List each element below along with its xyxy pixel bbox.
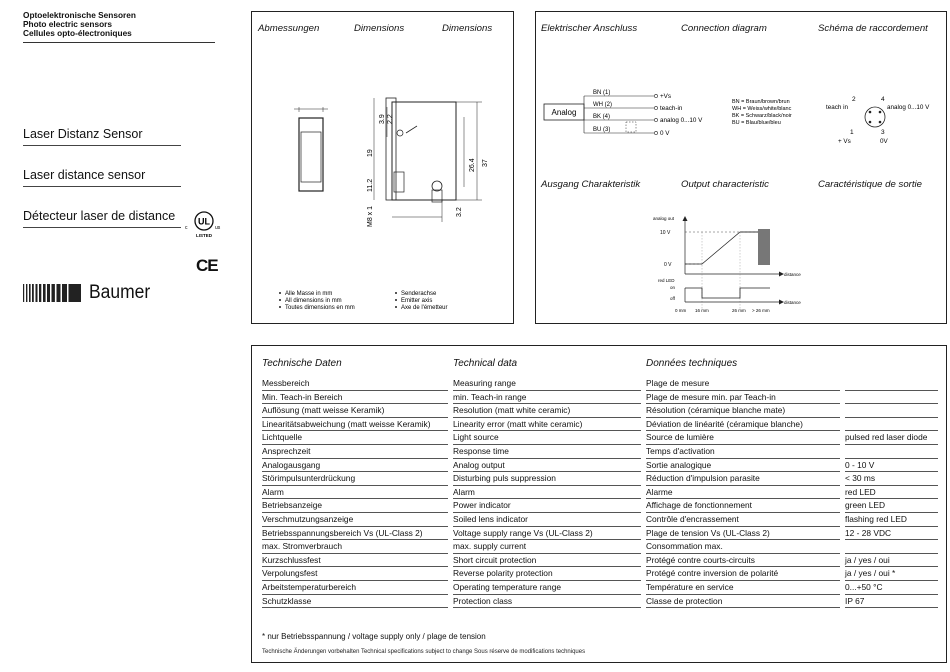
table-row	[262, 391, 938, 405]
table-row	[262, 404, 938, 418]
tech-table	[262, 377, 938, 608]
dim-26-4: 26.4	[469, 158, 476, 172]
cell-en: max. supply current	[453, 540, 641, 554]
connection-panel	[535, 11, 947, 324]
pin-label-0v: 0V	[880, 138, 888, 145]
company-line-fr: Cellules opto-électroniques	[23, 28, 132, 38]
legend-all-dims-fr: Toutes dimensions en mm	[285, 305, 355, 311]
dimensions-panel	[251, 11, 514, 324]
company-line-de: Optoelektronische Sensoren	[23, 10, 136, 20]
wire-bk: BK (4)	[593, 114, 611, 120]
cell-en: Disturbing puls suppression	[453, 472, 641, 486]
cell-de: Linearitätsabweichung (matt weisse Keramik)	[262, 418, 448, 432]
ul-text: UL	[198, 216, 210, 227]
output-label-analog-out: analog out	[653, 216, 675, 221]
cell-en: Resolution (matt white ceramic)	[453, 404, 641, 418]
cell-fr: Classe de protection	[646, 595, 840, 609]
pin-label-teach-in: teach in	[826, 104, 849, 111]
brand-name: Baumer	[89, 282, 151, 303]
ul-listed-text: LISTED	[195, 233, 213, 238]
cell-fr: Plage de mesure	[646, 377, 840, 391]
led-label-off: off	[670, 296, 675, 301]
table-row	[262, 445, 938, 459]
cell-fr: Température en service	[646, 581, 840, 595]
dim-2-2: 2.2	[387, 114, 394, 124]
pin-3: 3	[881, 129, 885, 136]
cell-en: Response time	[453, 445, 641, 459]
cell-de: Störimpulsunterdrückung	[262, 472, 448, 486]
cell-en: Protection class	[453, 595, 641, 609]
cell-value	[845, 540, 938, 554]
cell-de: Alarm	[262, 486, 448, 500]
connection-header-fr: Schéma de raccordement	[818, 23, 928, 34]
dimensions-drawing	[252, 12, 515, 325]
pin-1: 1	[850, 129, 854, 136]
cell-fr: Sortie analogique	[646, 459, 840, 473]
company-line-en: Photo electric sensors	[23, 19, 112, 29]
cell-fr: Temps d'activation	[646, 445, 840, 459]
ul-us-text: us	[215, 225, 221, 231]
pin-label-analog: analog 0...10 V	[887, 104, 930, 111]
pin-2: 2	[852, 96, 856, 103]
cell-en: Analog output	[453, 459, 641, 473]
table-row	[262, 595, 938, 609]
table-row	[262, 418, 938, 432]
cell-value: pulsed red laser diode	[845, 431, 938, 445]
cell-en: min. Teach-in range	[453, 391, 641, 405]
connection-header-en: Connection diagram	[681, 23, 767, 34]
cell-fr: Alarme	[646, 486, 840, 500]
cell-value	[845, 377, 938, 391]
cell-en: Operating temperature range	[453, 581, 641, 595]
table-row	[262, 499, 938, 513]
pin-label-vs: + Vs	[838, 138, 851, 145]
cell-de: Analogausgang	[262, 459, 448, 473]
connection-header-de: Elektrischer Anschluss	[541, 23, 638, 34]
cell-fr: Affichage de fonctionnement	[646, 499, 840, 513]
cell-en: Voltage supply range Vs (UL-Class 2)	[453, 527, 641, 541]
cell-value: green LED	[845, 499, 938, 513]
cell-de: Schutzklasse	[262, 595, 448, 609]
cell-fr: Contrôle d'encrassement	[646, 513, 840, 527]
dim-37: 37	[482, 159, 489, 167]
cell-en: Alarm	[453, 486, 641, 500]
cell-fr: Consommation max.	[646, 540, 840, 554]
cell-en: Light source	[453, 431, 641, 445]
cell-fr: Protégé contre inversion de polarité	[646, 567, 840, 581]
terminal-teach-in: teach-in	[660, 105, 683, 112]
cell-de: Kurzschlussfest	[262, 554, 448, 568]
led-label-red-led: red LED	[658, 278, 675, 283]
connection-drawing	[536, 12, 948, 325]
table-row	[262, 377, 938, 391]
legend-emitter-de: Senderachse	[401, 291, 437, 297]
product-title-en: Laser distance sensor	[23, 167, 181, 187]
cell-value: IP 67	[845, 595, 938, 609]
cell-fr: Protégé contre courts-circuits	[646, 554, 840, 568]
color-code-bk: BK = Schwarz/black/noir	[732, 113, 792, 119]
dim-3-2: 3.2	[456, 207, 463, 217]
output-header-de: Ausgang Charakteristik	[541, 179, 641, 190]
cell-value	[845, 445, 938, 459]
company-heading	[23, 11, 215, 43]
cell-de: Min. Teach-in Bereich	[262, 391, 448, 405]
table-row	[262, 581, 938, 595]
legend-all-dims-de: Alle Masse in mm	[285, 291, 333, 297]
terminal-vs: +Vs	[660, 93, 672, 100]
cell-value: 12 - 28 VDC	[845, 527, 938, 541]
wire-wh: WH (2)	[593, 102, 612, 108]
dim-m8: M8 x 1	[367, 205, 374, 227]
tech-header-de: Technische Daten	[262, 358, 342, 369]
cell-en: Short circuit protection	[453, 554, 641, 568]
cell-value	[845, 404, 938, 418]
cell-fr: Plage de mesure min. par Teach-in	[646, 391, 840, 405]
cell-fr: Plage de tension Vs (UL-Class 2)	[646, 527, 840, 541]
tick-26mm: 26 mm	[732, 308, 746, 313]
cell-value: ja / yes / oui	[845, 554, 938, 568]
terminal-analog: analog 0...10 V	[660, 117, 703, 124]
output-label-0v: 0 V	[664, 262, 672, 268]
cell-de: Betriebsspannungsbereich Vs (UL-Class 2)	[262, 527, 448, 541]
output-header-fr: Caractéristique de sortie	[818, 179, 922, 190]
cell-value: flashing red LED	[845, 513, 938, 527]
table-row	[262, 540, 938, 554]
analog-box-label: Analog	[551, 108, 577, 117]
dimensions-header-fr: Dimensions	[442, 23, 493, 34]
dim-19: 19	[367, 149, 374, 157]
cell-en: Reverse polarity protection	[453, 567, 641, 581]
dimensions-header-en: Dimensions	[354, 23, 405, 34]
legend-emitter-en: Emitter axis	[401, 298, 433, 304]
cell-value	[845, 418, 938, 432]
led-label-distance: distance	[784, 300, 801, 305]
legend-all-dims-en: All dimensions in mm	[285, 298, 342, 304]
wire-bu: BU (3)	[593, 127, 611, 133]
tick-gt-26mm: > 26 mm	[752, 308, 770, 313]
cell-de: Messbereich	[262, 377, 448, 391]
cell-value: < 30 ms	[845, 472, 938, 486]
cell-de: max. Stromverbrauch	[262, 540, 448, 554]
cell-value: ja / yes / oui *	[845, 567, 938, 581]
dimensions-header-de: Abmessungen	[258, 23, 320, 34]
terminal-0v: 0 V	[660, 130, 670, 137]
table-row	[262, 431, 938, 445]
table-row	[262, 527, 938, 541]
technical-data-panel	[251, 345, 947, 663]
output-label-10v: 10 V	[660, 230, 671, 236]
cell-de: Betriebsanzeige	[262, 499, 448, 513]
baumer-bars-icon	[23, 284, 81, 302]
footnote: * nur Betriebsspannung / voltage supply only / plage de tension	[262, 632, 486, 641]
color-code-bu: BU = Blau/blue/bleu	[732, 120, 781, 126]
pin-4: 4	[881, 96, 885, 103]
table-row	[262, 513, 938, 527]
dim-3-9: 3.9	[379, 114, 386, 124]
ul-c-text: c	[185, 225, 188, 231]
cell-fr: Réduction d'impulsion parasite	[646, 472, 840, 486]
cell-de: Ansprechzeit	[262, 445, 448, 459]
table-row	[262, 554, 938, 568]
cell-de: Verpolungsfest	[262, 567, 448, 581]
cell-de: Auflösung (matt weisse Keramik)	[262, 404, 448, 418]
cell-de: Lichtquelle	[262, 431, 448, 445]
output-header-en: Output characteristic	[681, 179, 769, 190]
cell-value: red LED	[845, 486, 938, 500]
cell-en: Measuring range	[453, 377, 641, 391]
disclaimer: Technische Änderungen vorbehalten Technical specifications subject to change Sous réserve de modifications techniques	[262, 649, 586, 655]
ul-listed-icon	[184, 208, 224, 240]
legend-emitter-fr: Axe de l'émetteur	[401, 305, 448, 311]
cell-value	[845, 391, 938, 405]
color-code-wh: WH = Weiss/white/blanc	[732, 106, 792, 112]
table-row	[262, 459, 938, 473]
table-row	[262, 486, 938, 500]
cell-fr: Source de lumière	[646, 431, 840, 445]
output-label-distance: distance	[784, 272, 801, 277]
led-label-on: on	[670, 285, 676, 290]
ce-mark-icon: CE	[196, 256, 218, 275]
cell-fr: Résolution (céramique blanche mate)	[646, 404, 840, 418]
cell-value: 0...+50 °C	[845, 581, 938, 595]
table-row	[262, 567, 938, 581]
tech-header-fr: Données techniques	[646, 358, 738, 369]
color-code-bn: BN = Braun/brown/brun	[732, 99, 790, 105]
brand-logo	[23, 281, 156, 305]
wire-bn: BN (1)	[593, 90, 611, 96]
dim-11-2: 11.2	[367, 178, 374, 192]
cell-en: Power indicator	[453, 499, 641, 513]
table-row	[262, 472, 938, 486]
product-title-fr: Détecteur laser de distance	[23, 208, 181, 228]
product-title-de: Laser Distanz Sensor	[23, 126, 181, 146]
cell-en: Linearity error (matt white ceramic)	[453, 418, 641, 432]
cell-de: Verschmutzungsanzeige	[262, 513, 448, 527]
cell-fr: Déviation de linéarité (céramique blanche)	[646, 418, 840, 432]
tick-16mm: 16 mm	[695, 308, 709, 313]
tech-header-en: Technical data	[453, 358, 518, 369]
cell-en: Soiled lens indicator	[453, 513, 641, 527]
tick-0mm: 0 mm	[675, 308, 687, 313]
cell-de: Arbeitstemperaturbereich	[262, 581, 448, 595]
cell-value: 0 - 10 V	[845, 459, 938, 473]
